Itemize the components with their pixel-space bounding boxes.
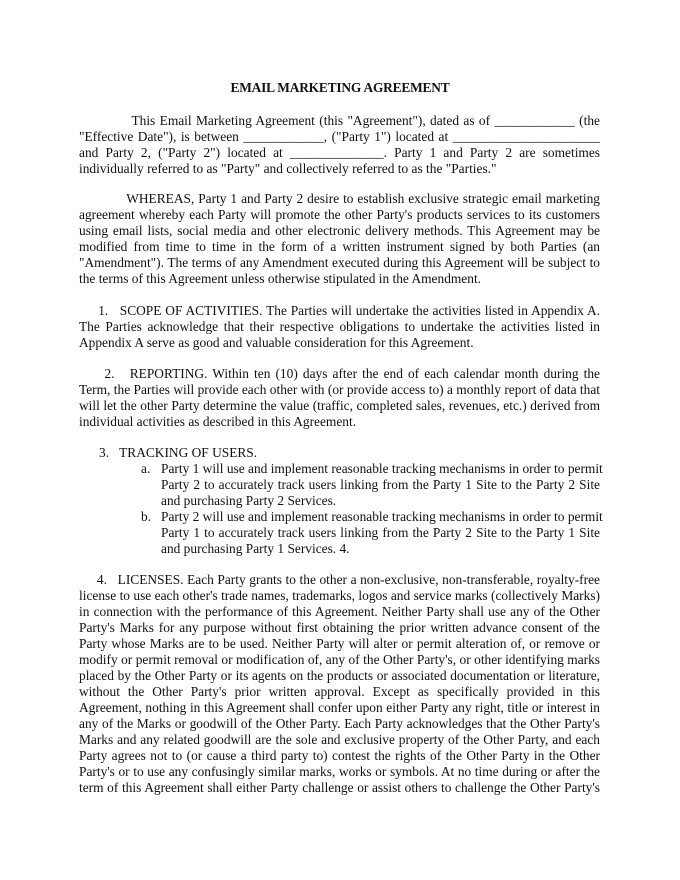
section-3-heading: 3. TRACKING OF USERS. <box>99 445 258 460</box>
whereas-line: "Amendment"). The terms of any Amendment executed during this Agreement will be subject to <box>79 255 600 270</box>
intro-line: individually referred to as "Party" and collectively referred to as the "Parties." <box>79 161 497 176</box>
list-item-label: a. <box>141 461 151 476</box>
intro-line: This Email Marketing Agreement (this "Agreement"), dated as of ____________ (the <box>79 113 600 128</box>
whereas-line: the terms of this Agreement unless otherwise stipulated in the Amendment. <box>79 271 482 286</box>
section-2-line: 2. REPORTING. Within ten (10) days after the end of each calendar month during the <box>79 366 600 381</box>
section-4-line: Party agrees not to (or cause a third party to) contest the rights of the Other Party in the Other <box>79 748 600 763</box>
section-2-line: individual activities as described in this Agreement. <box>79 414 357 429</box>
section-4-line: 4. LICENSES. Each Party grants to the other a non-exclusive, non-transferable, royalty-free <box>79 572 600 587</box>
whereas-line: agreement whereby each Party will promote the other Party's products services to its customers <box>79 207 600 222</box>
section-4-line: modify or permit removal or modification of, any of the Other Party's, or other identifying marks <box>79 652 600 667</box>
section-4-line: Agreement, nothing in this Agreement shall confer upon either Party any right, title or interest in <box>79 700 600 715</box>
whereas-line: WHEREAS, Party 1 and Party 2 desire to establish exclusive strategic email marketing <box>79 191 600 206</box>
section-4-line: placed by the Other Party or its agents on the products or associated documentation or literature, <box>79 668 600 683</box>
section-4-line: Party's or to use any confusingly similar marks, works or symbols. At no time during or after the <box>79 764 600 779</box>
section-2-line: Term, the Parties will provide each other with (or provide access to) a monthly report of data that <box>79 382 600 397</box>
whereas-line: modified from time to time in the form of a written instrument signed by both Parties (an <box>79 239 600 254</box>
section-4-line: license to use each other's trade names, trademarks, logos and service marks (collectively Marks) <box>79 588 600 603</box>
list-item-line: Party 2 will use and implement reasonable tracking mechanisms in order to permit <box>161 509 603 524</box>
document-title: EMAIL MARKETING AGREEMENT <box>230 80 450 95</box>
section-1-line: 1. SCOPE OF ACTIVITIES. The Parties will undertake the activities listed in Appendix A. <box>79 303 600 318</box>
section-4-line: any of the Marks or goodwill of the Other Party. Each Party acknowledges that the Other Party's <box>79 716 600 731</box>
intro-line: "Effective Date"), is between ____________, ("Party 1") located at ______________________ <box>79 129 600 144</box>
list-item-line: and purchasing Party 2 Services. <box>161 493 337 508</box>
section-4-line: term of this Agreement shall either Party challenge or assist others to challenge the Other Party's <box>79 780 600 795</box>
intro-line: and Party 2, ("Party 2") located at ______________. Party 1 and Party 2 are sometimes <box>79 145 600 160</box>
section-4-line: Party whose Marks are to be used. Neither Party will alter or permit alteration of, or remove or <box>79 636 600 651</box>
section-1-line: The Parties acknowledge that their respective obligations to undertake the activities listed in <box>79 319 600 334</box>
list-item-line: Party 2 to accurately track users linking from the Party 1 Site to the Party 2 Site <box>161 477 600 492</box>
list-item-line: Party 1 will use and implement reasonable tracking mechanisms in order to permit <box>161 461 603 476</box>
section-1-line: Appendix A serve as good and valuable consideration for this Agreement. <box>79 335 474 350</box>
section-4-line: without the Other Party's prior written approval. Except as specifically provided in this <box>79 684 600 699</box>
list-item-line: and purchasing Party 1 Services. 4. <box>161 541 350 556</box>
list-item-label: b. <box>141 509 152 524</box>
whereas-line: using email lists, social media and other electronic delivery methods. This Agreement may be <box>79 223 600 238</box>
section-2-line: will let the other Party determine the value (traffic, completed sales, revenues, etc.) derived from <box>79 398 600 413</box>
section-4-line: in connection with the performance of this Agreement. Neither Party shall use any of the Other <box>79 604 600 619</box>
section-4-line: Party's Marks for any purpose without first obtaining the prior written advance consent of the <box>79 620 600 635</box>
section-4-line: Marks and any related goodwill are the sole and exclusive property of the Other Party, and each <box>79 732 600 747</box>
list-item-line: Party 1 to accurately track users linking from the Party 2 Site to the Party 1 Site <box>161 525 600 540</box>
